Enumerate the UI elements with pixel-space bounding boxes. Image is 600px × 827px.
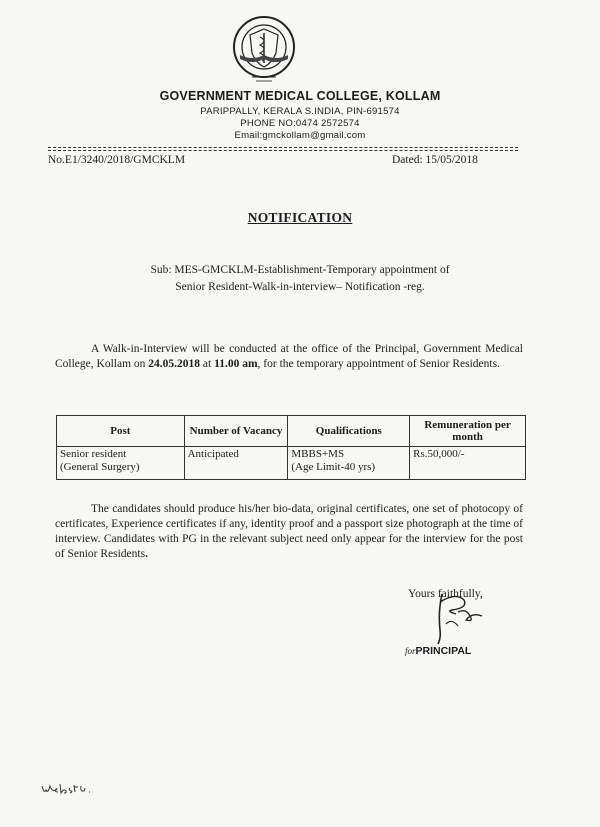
table-row <box>57 447 526 480</box>
college-phone: PHONE NO:0474 2572574 <box>240 118 360 129</box>
vacancy-table <box>56 415 526 480</box>
para1-end: , for the temporary appointment of Senior Residents. <box>257 358 500 370</box>
cell-remuneration: Rs.50,000/- <box>410 447 526 480</box>
college-name: GOVERNMENT MEDICAL COLLEGE, KOLLAM <box>159 89 441 103</box>
issue-date: Dated: 15/05/2018 <box>392 154 478 166</box>
principal-signature <box>416 582 496 652</box>
college-emblem-logo <box>232 15 296 93</box>
interview-date: 24.05.2018 <box>148 358 201 370</box>
header-qualifications: Qualifications <box>288 416 410 447</box>
signoff-prefix: for <box>405 646 416 656</box>
header-vacancy: Number of Vacancy <box>184 416 288 447</box>
table-header-row <box>57 416 526 447</box>
post-department: (General Surgery) <box>60 461 140 473</box>
cell-post <box>57 447 185 480</box>
signatory-title <box>405 645 471 657</box>
cell-vacancy: Anticipated <box>184 447 288 480</box>
cell-qualifications <box>288 447 410 480</box>
letterhead-divider <box>48 147 518 148</box>
para2-text: The candidates should produce his/her bio-data, original certificates, one set of photocopy of certificates, Experience certificates if any, identity proof and a passport size photograph at the time of interview. Candidates with PG in the relevant subject need only appear for the interview for the post of Senior Residents <box>55 503 523 560</box>
interview-time: 11.00 am <box>214 358 258 370</box>
post-title: Senior resident <box>60 448 127 460</box>
subject-block <box>70 262 530 296</box>
reference-number: No.E1/3240/2018/GMCKLM <box>48 154 186 166</box>
letterhead-divider-secondary <box>48 150 518 151</box>
notification-heading: NOTIFICATION <box>247 210 353 225</box>
college-email: Email:gmckollam@gmail.com <box>234 130 366 141</box>
header-remuneration: Remuneration per month <box>410 416 526 447</box>
handwritten-note-website <box>40 780 95 798</box>
subject-line-1: Sub: MES-GMCKLM-Establishment-Temporary appointment of <box>150 264 450 276</box>
college-address: PARIPPALLY, KERALA S.INDIA, PIN-691574 <box>200 106 400 117</box>
para1-at: at <box>200 358 215 370</box>
signoff-designation: PRINCIPAL <box>415 645 472 657</box>
instructions-paragraph <box>55 502 523 562</box>
header-post: Post <box>57 416 185 447</box>
interview-paragraph <box>55 342 523 372</box>
para1-start: A Walk-in-Interview will be conducted at the office of the Principal, Government Medical College, Kollam on <box>55 343 523 370</box>
para2-end: . <box>145 548 148 560</box>
qualification-degree: MBBS+MS <box>291 448 345 460</box>
closing-salutation: Yours faithfully, <box>408 588 483 600</box>
subject-line-2: Senior Resident-Walk-in-interview– Notification -reg. <box>175 281 425 293</box>
qualification-age-limit: (Age Limit-40 yrs) <box>291 461 376 473</box>
